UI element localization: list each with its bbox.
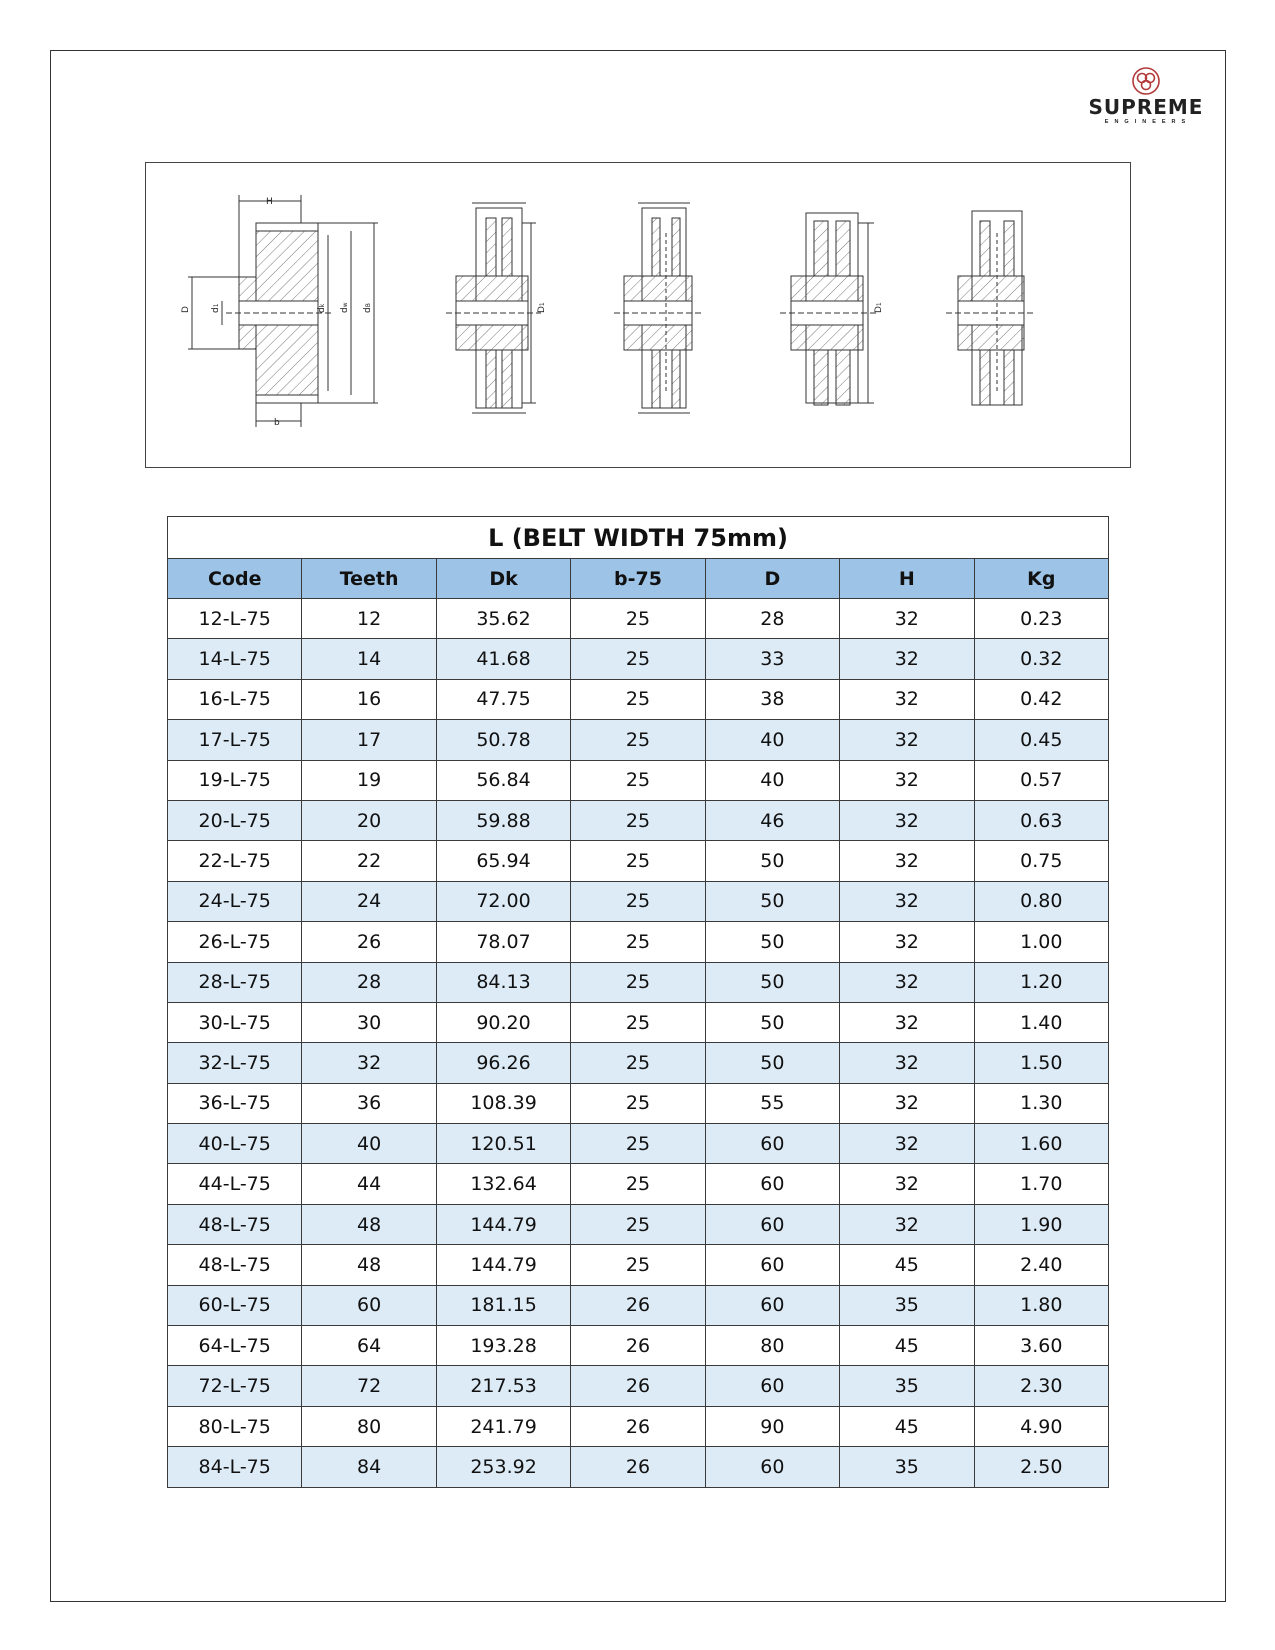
table-row [168,962,1109,1002]
column-header: Dk [436,559,570,599]
table-cell: 12 [302,599,436,639]
table-cell: 48-L-75 [168,1204,302,1244]
table-cell: 1.60 [974,1124,1108,1164]
table-cell: 26 [571,1366,705,1406]
table-header-row [168,559,1109,599]
table-cell: 32 [840,760,974,800]
table-row [168,1002,1109,1042]
table-row [168,1406,1109,1446]
table-cell: 19-L-75 [168,760,302,800]
brand-logo [1086,66,1206,126]
table-cell: 48 [302,1245,436,1285]
table-cell: 26 [571,1406,705,1446]
table-cell: 19 [302,760,436,800]
column-header: b-75 [571,559,705,599]
table-cell: 25 [571,1083,705,1123]
table-cell: 44 [302,1164,436,1204]
table-cell: 50.78 [436,720,570,760]
table-title: L (BELT WIDTH 75mm) [168,517,1109,559]
table-cell: 1.90 [974,1204,1108,1244]
table-cell: 59.88 [436,800,570,840]
logo-emblem-icon [1131,66,1161,96]
table-cell: 48 [302,1204,436,1244]
table-cell: 2.50 [974,1447,1108,1487]
table-cell: 90.20 [436,1002,570,1042]
table-cell: 20 [302,800,436,840]
table-cell: 14-L-75 [168,639,302,679]
table-row [168,922,1109,962]
table-cell: 32 [840,1204,974,1244]
table-cell: 1.70 [974,1164,1108,1204]
table-cell: 60 [705,1285,839,1325]
table-cell: 35 [840,1447,974,1487]
table-cell: 40 [705,720,839,760]
label-d1: d1 [211,303,221,313]
table-cell: 60 [705,1204,839,1244]
table-cell: 72 [302,1366,436,1406]
table-cell: 26 [571,1285,705,1325]
table-cell: 55 [705,1083,839,1123]
table-cell: 25 [571,962,705,1002]
table-cell: 1.80 [974,1285,1108,1325]
table-cell: 72-L-75 [168,1366,302,1406]
table-cell: 16 [302,679,436,719]
table-cell: 56.84 [436,760,570,800]
table-cell: 50 [705,1043,839,1083]
table-cell: 120.51 [436,1124,570,1164]
table-cell: 40 [302,1124,436,1164]
table-row [168,1447,1109,1487]
table-cell: 4.90 [974,1406,1108,1446]
table-cell: 1.30 [974,1083,1108,1123]
table-cell: 144.79 [436,1204,570,1244]
table-row [168,1326,1109,1366]
table-cell: 26 [571,1326,705,1366]
table-cell: 28 [705,599,839,639]
table-cell: 35.62 [436,599,570,639]
table-row [168,679,1109,719]
table-cell: 14 [302,639,436,679]
table-cell: 38 [705,679,839,719]
table-cell: 217.53 [436,1366,570,1406]
column-header: Teeth [302,559,436,599]
table-cell: 25 [571,1043,705,1083]
table-cell: 26 [302,922,436,962]
table-cell: 50 [705,922,839,962]
table-cell: 32 [840,720,974,760]
table-cell: 1.00 [974,922,1108,962]
table-row [168,639,1109,679]
table-cell: 0.63 [974,800,1108,840]
table-cell: 46 [705,800,839,840]
table-cell: 17 [302,720,436,760]
table-row [168,881,1109,921]
table-cell: 0.75 [974,841,1108,881]
label-dw: dw [340,302,350,313]
table-cell: 32 [840,841,974,881]
table-cell: 36 [302,1083,436,1123]
table-cell: 80 [705,1326,839,1366]
label-D1-b: D1 [874,302,884,313]
table-cell: 0.23 [974,599,1108,639]
table-cell: 22-L-75 [168,841,302,881]
table-cell: 50 [705,1002,839,1042]
table-cell: 108.39 [436,1083,570,1123]
table-cell: 25 [571,1002,705,1042]
table-cell: 32 [302,1043,436,1083]
pulley-drawing-3 [614,203,702,413]
table-cell: 30 [302,1002,436,1042]
table-cell: 96.26 [436,1043,570,1083]
column-header: H [840,559,974,599]
technical-drawing [145,162,1131,468]
table-cell: 0.32 [974,639,1108,679]
pulley-drawing-4 [780,213,876,405]
table-cell: 32 [840,922,974,962]
table-cell: 50 [705,962,839,1002]
table-cell: 16-L-75 [168,679,302,719]
table-cell: 90 [705,1406,839,1446]
table-row [168,1245,1109,1285]
table-cell: 80-L-75 [168,1406,302,1446]
table-cell: 32 [840,1124,974,1164]
table-cell: 25 [571,1245,705,1285]
table-row [168,760,1109,800]
table-cell: 1.20 [974,962,1108,1002]
column-header: D [705,559,839,599]
table-cell: 32 [840,1083,974,1123]
table-cell: 25 [571,599,705,639]
table-cell: 26-L-75 [168,922,302,962]
table-cell: 60 [705,1447,839,1487]
table-cell: 45 [840,1326,974,1366]
table-cell: 26 [571,1447,705,1487]
brand-name: SUPREME [1088,95,1204,119]
table-cell: 144.79 [436,1245,570,1285]
table-cell: 60 [705,1124,839,1164]
table-cell: 60 [705,1164,839,1204]
table-cell: 32 [840,800,974,840]
table-cell: 193.28 [436,1326,570,1366]
table-row [168,599,1109,639]
table-cell: 25 [571,720,705,760]
table-cell: 20-L-75 [168,800,302,840]
table-cell: 64-L-75 [168,1326,302,1366]
table-cell: 1.40 [974,1002,1108,1042]
table-body [168,599,1109,1488]
table-cell: 25 [571,881,705,921]
table-cell: 36-L-75 [168,1083,302,1123]
table-cell: 28-L-75 [168,962,302,1002]
table-cell: 40-L-75 [168,1124,302,1164]
table-cell: 64 [302,1326,436,1366]
table-row [168,1366,1109,1406]
table-cell: 1.50 [974,1043,1108,1083]
table-cell: 241.79 [436,1406,570,1446]
table-cell: 60 [705,1245,839,1285]
pulley-drawing-2 [446,203,541,413]
table-cell: 32 [840,1043,974,1083]
table-cell: 25 [571,841,705,881]
table-row [168,1285,1109,1325]
table-row [168,720,1109,760]
table-row [168,1083,1109,1123]
table-cell: 35 [840,1285,974,1325]
table-cell: 84.13 [436,962,570,1002]
table-cell: 60 [705,1366,839,1406]
table-cell: 32 [840,599,974,639]
table-cell: 45 [840,1406,974,1446]
table-cell: 25 [571,1204,705,1244]
table-cell: 25 [571,1164,705,1204]
label-H: H [266,197,273,207]
table-cell: 253.92 [436,1447,570,1487]
table-cell: 0.45 [974,720,1108,760]
table-cell: 24-L-75 [168,881,302,921]
table-cell: 3.60 [974,1326,1108,1366]
table-cell: 47.75 [436,679,570,719]
spec-table-container [167,516,1109,1488]
table-cell: 12-L-75 [168,599,302,639]
table-cell: 0.57 [974,760,1108,800]
table-cell: 40 [705,760,839,800]
table-cell: 32 [840,881,974,921]
table-row [168,800,1109,840]
label-dk: dk [317,303,327,313]
table-cell: 25 [571,679,705,719]
table-cell: 32 [840,962,974,1002]
table-cell: 24 [302,881,436,921]
table-cell: 25 [571,639,705,679]
table-cell: 0.80 [974,881,1108,921]
table-cell: 84-L-75 [168,1447,302,1487]
label-D: D [181,306,191,313]
table-row [168,1124,1109,1164]
table-cell: 84 [302,1447,436,1487]
table-cell: 32 [840,1002,974,1042]
table-cell: 25 [571,760,705,800]
table-cell: 28 [302,962,436,1002]
table-cell: 65.94 [436,841,570,881]
table-cell: 22 [302,841,436,881]
table-cell: 32-L-75 [168,1043,302,1083]
spec-table [167,516,1109,1488]
table-cell: 45 [840,1245,974,1285]
table-cell: 78.07 [436,922,570,962]
table-row [168,841,1109,881]
label-dB: dB [363,303,373,313]
table-cell: 0.42 [974,679,1108,719]
table-cell: 132.64 [436,1164,570,1204]
brand-tagline: ENGINEERS [1104,119,1192,125]
column-header: Code [168,559,302,599]
table-cell: 50 [705,841,839,881]
label-D1-a: D1 [537,302,547,313]
table-cell: 80 [302,1406,436,1446]
table-cell: 72.00 [436,881,570,921]
table-row [168,1204,1109,1244]
table-cell: 60-L-75 [168,1285,302,1325]
table-cell: 44-L-75 [168,1164,302,1204]
table-cell: 48-L-75 [168,1245,302,1285]
pulley-drawings [146,163,1132,469]
column-header: Kg [974,559,1108,599]
table-cell: 30-L-75 [168,1002,302,1042]
table-cell: 32 [840,679,974,719]
table-cell: 32 [840,1164,974,1204]
table-cell: 41.68 [436,639,570,679]
table-cell: 17-L-75 [168,720,302,760]
table-cell: 35 [840,1366,974,1406]
table-cell: 25 [571,800,705,840]
table-cell: 2.40 [974,1245,1108,1285]
table-cell: 33 [705,639,839,679]
table-cell: 25 [571,1124,705,1164]
table-cell: 32 [840,639,974,679]
table-cell: 50 [705,881,839,921]
table-cell: 181.15 [436,1285,570,1325]
table-cell: 60 [302,1285,436,1325]
label-b: b [274,418,280,428]
table-row [168,1043,1109,1083]
table-cell: 2.30 [974,1366,1108,1406]
table-row [168,1164,1109,1204]
pulley-drawing-5 [946,211,1036,405]
table-cell: 25 [571,922,705,962]
